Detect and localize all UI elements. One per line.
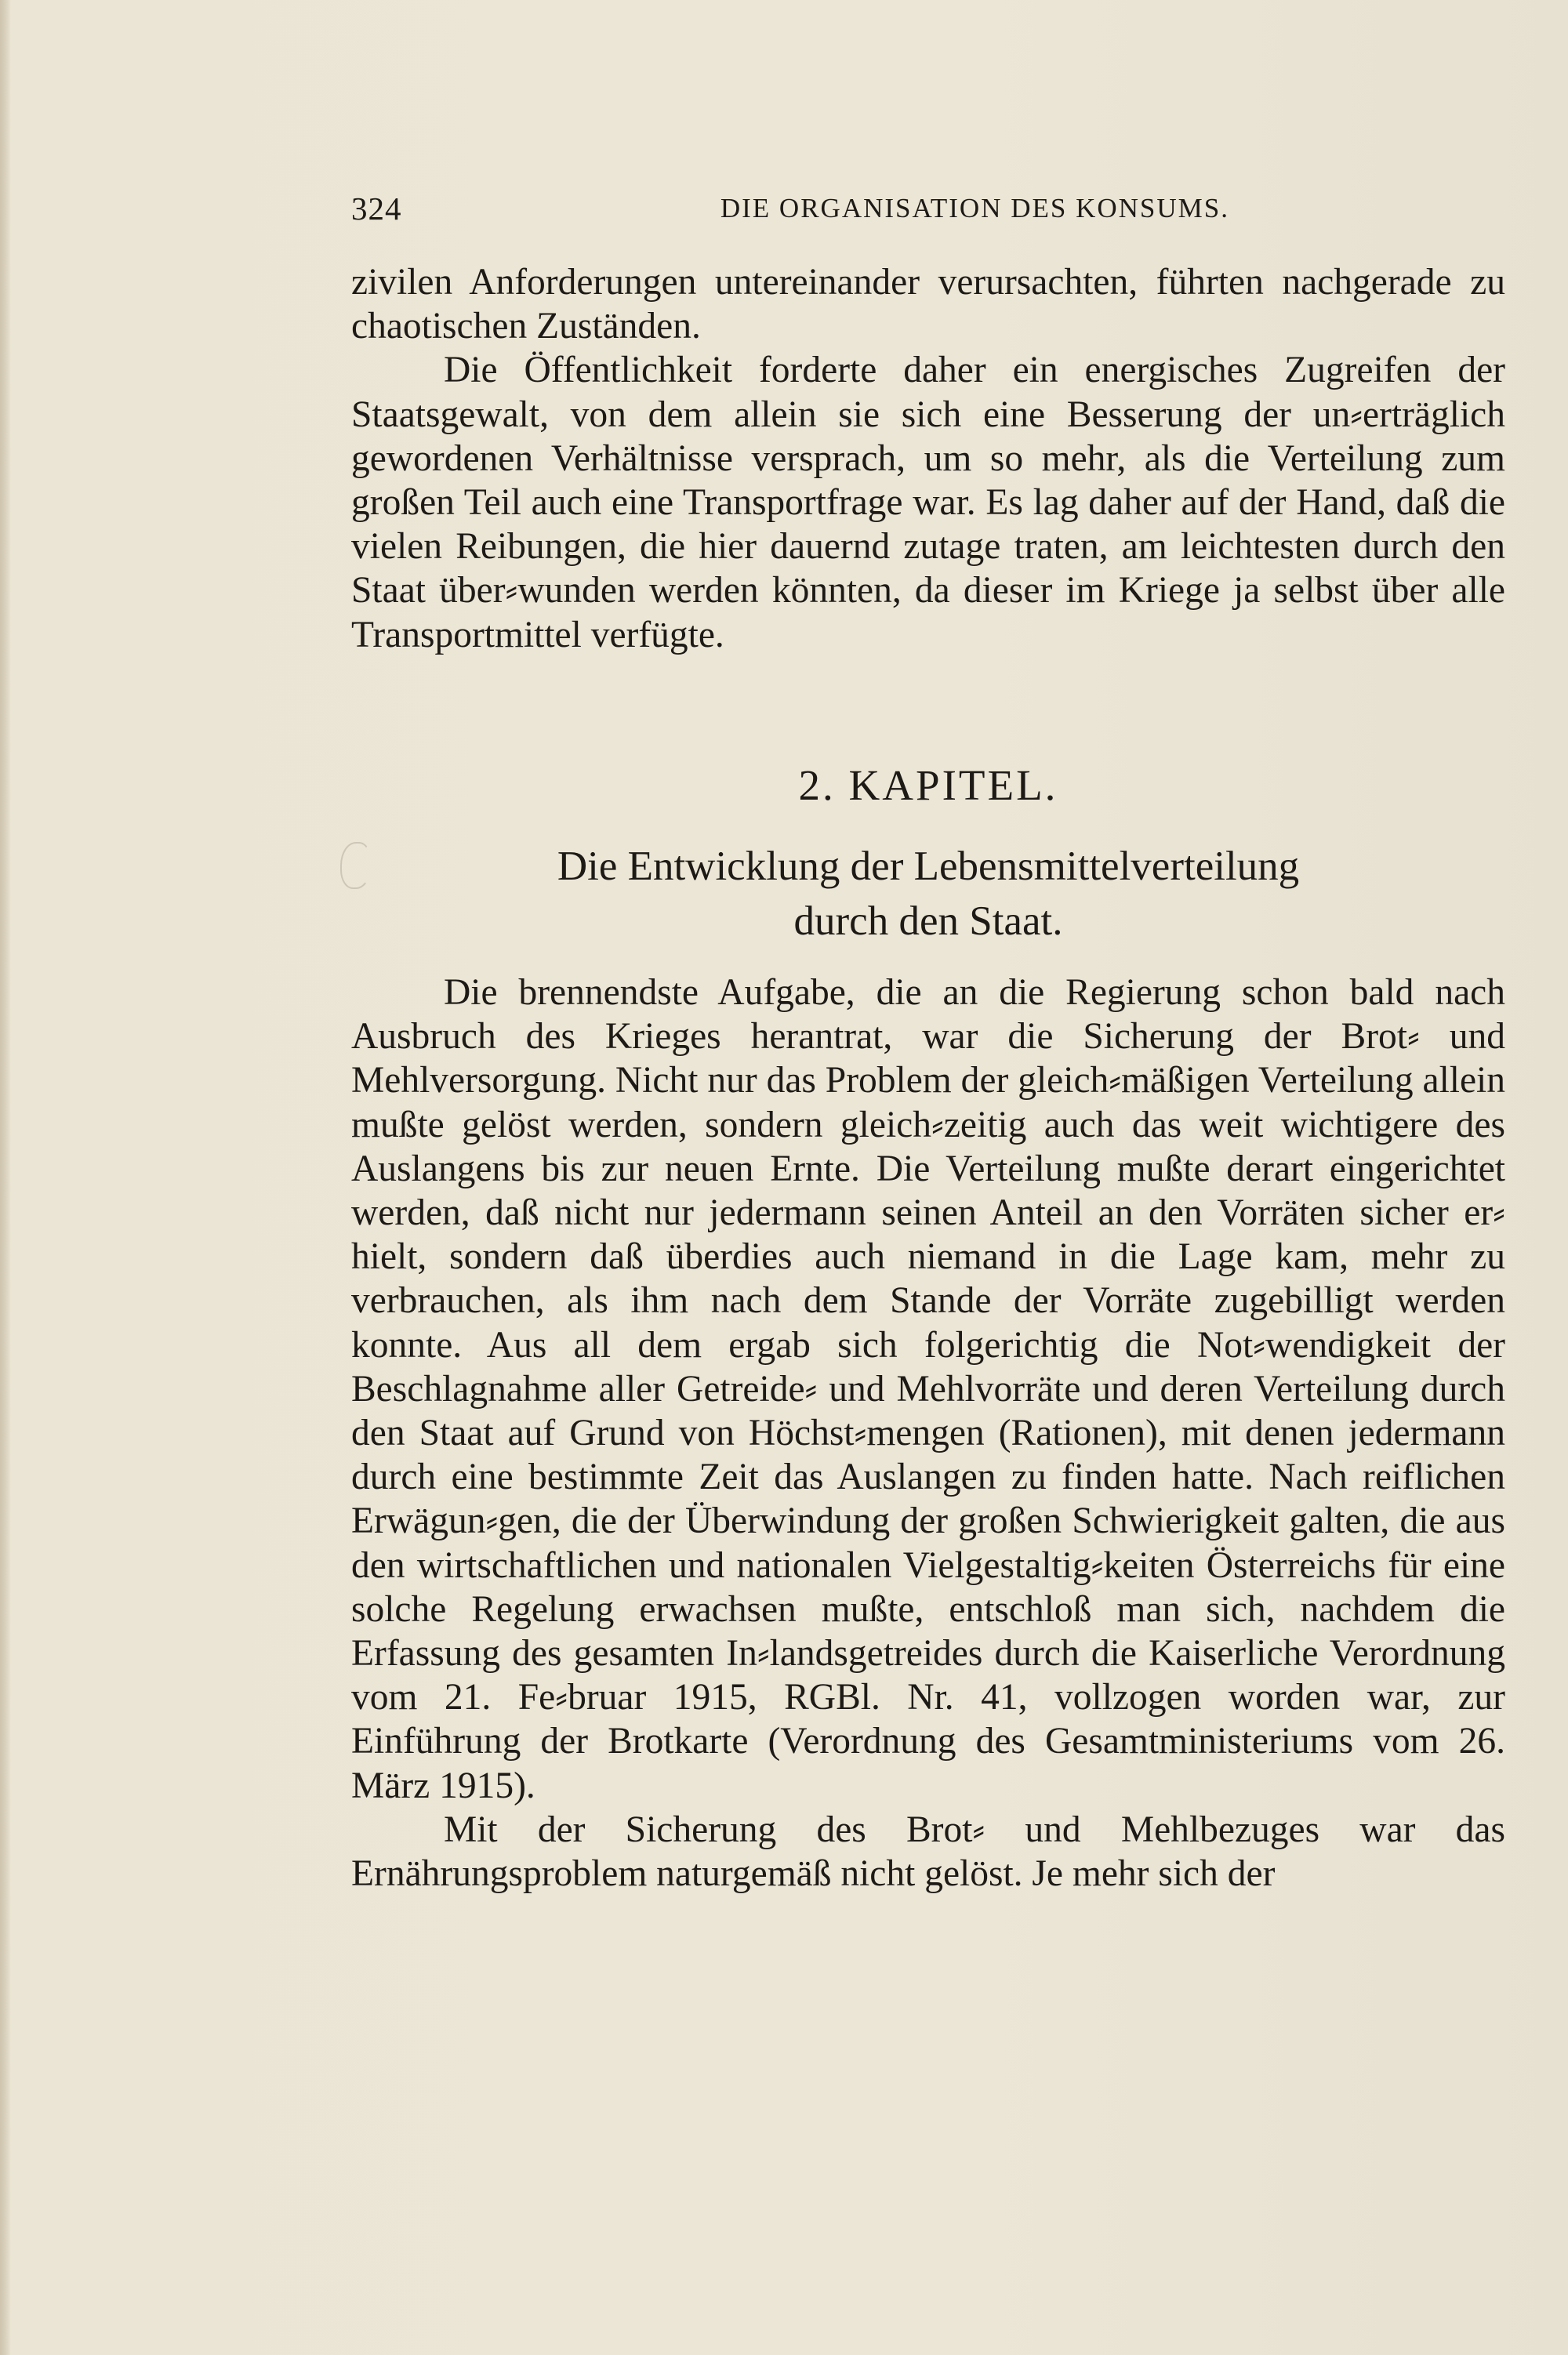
paragraph: Die brennendste Aufgabe, die an die Regierung schon bald nach Ausbruch des Krieges herantrat, war die Sicherung der Brot⸗ und Mehlversorgung. Nicht nur das Problem der gleich⸗mäßigen Verteilung allein mußte gelöst werden, sondern gleich⸗zeitig auch das weit wichtigere des Auslangens bis zur neuen Ernte. Die Verteilung mußte derart eingerichtet werden, daß nicht nur jedermann seinen Anteil an den Vorräten sicher er⸗hielt, sondern daß überdies auch niemand in die Lage kam, mehr zu verbrauchen, als ihm nach dem Stande der Vorräte zugebilligt werden konnte. Aus all dem ergab sich folgerichtig die Not⸗wendigkeit der Beschlagnahme aller Getreide⸗ und Mehlvorräte und deren Verteilung durch den Staat auf Grund von Höchst⸗mengen (Rationen), mit denen jedermann durch eine bestimmte Zeit das Auslangen zu finden hatte. Nach reiflichen Erwägun⸗gen, die der Überwindung der großen Schwierigkeit galten, die aus den wirtschaftlichen und nationalen Vielgestaltig⸗keiten Österreichs für eine solche Regelung erwachsen mußte, entschloß man sich, nachdem die Erfassung des gesamten In⸗landsgetreides durch die Kaiserliche Verordnung vom 21. Fe⸗bruar 1915, RGBl. Nr. 41, vollzogen worden war, zur Einführung der Brotkarte (Verordnung des Gesamtministeriums vom 26. März 1915).: [351, 972, 1505, 1806]
paragraph-continued: zivilen Anforderungen untereinander verursachten, führten nachgerade zu chaotischen Zuständen.: [351, 262, 1505, 347]
gutter-shadow: [0, 0, 11, 2355]
running-head: [351, 190, 1229, 237]
chapter-title: [351, 839, 1505, 949]
running-title: DIE ORGANISATION DES KONSUMS.: [720, 193, 1229, 223]
page-number: 324: [351, 191, 402, 227]
top-text-block: [351, 260, 1505, 657]
chapter-heading: 2. KAPITEL.: [798, 761, 1058, 809]
paragraph: Mit der Sicherung des Brot⸗ und Mehlbezuges war das Ernährungsproblem naturgemäß nicht gelöst. Je mehr sich der: [351, 1809, 1505, 1895]
chapter-title-line-2: durch den Staat.: [793, 898, 1063, 944]
chapter-title-line-1: Die Entwicklung der Lebensmittelverteilung: [557, 844, 1300, 889]
paragraph: Die Öffentlichkeit forderte daher ein energisches Zugreifen der Staatsgewalt, von dem allein sie sich eine Besserung der un⸗erträglich gewordenen Verhältnisse versprach, um so mehr, als die Verteilung zum großen Teil auch eine Transportfrage war. Es lag daher auf der Hand, daß die vielen Reibungen, die hier dauernd zutage traten, am leichtesten durch den Staat über⸗wunden werden könnten, da dieser im Kriege ja selbst über alle Transportmittel verfügte.: [351, 350, 1505, 655]
main-text-block: [351, 971, 1505, 1896]
